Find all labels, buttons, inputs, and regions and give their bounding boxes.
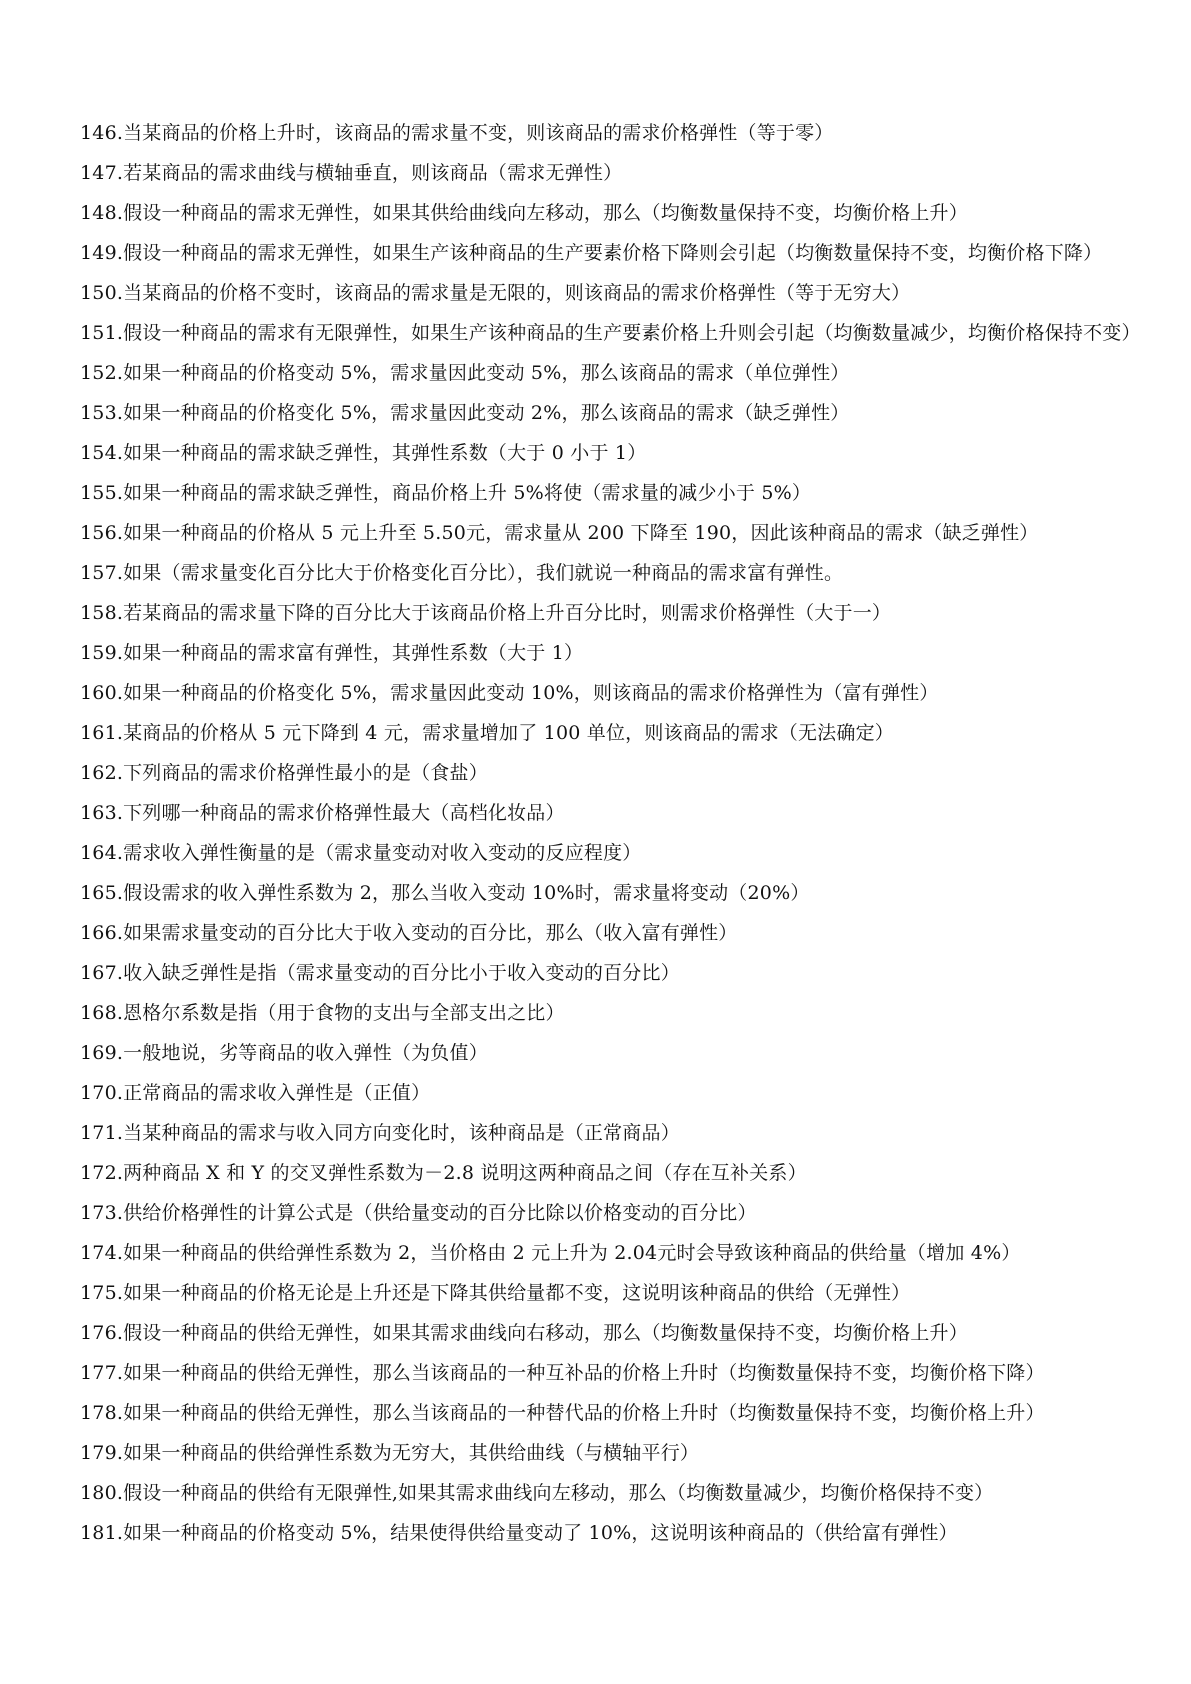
question-177: 177.如果一种商品的供给无弹性，那么当该商品的一种互补品的价格上升时（均衡数量保持不变，均衡价格下降） — [80, 1362, 1045, 1384]
question-167: 167.收入缺乏弹性是指（需求量变动的百分比小于收入变动的百分比） — [80, 962, 680, 984]
question-148: 148.假设一种商品的需求无弹性，如果其供给曲线向左移动，那么（均衡数量保持不变，均衡价格上升） — [80, 202, 968, 224]
question-156: 156.如果一种商品的价格从 5 元上升至 5.50元，需求量从 200 下降至 190，因此该种商品的需求（缺乏弹性） — [80, 522, 1039, 544]
question-154: 154.如果一种商品的需求缺乏弹性，其弹性系数（大于 0 小于 1） — [80, 442, 647, 464]
question-149: 149.假设一种商品的需求无弹性，如果生产该种商品的生产要素价格下降则会引起（均衡数量保持不变，均衡价格下降） — [80, 242, 1103, 264]
question-171: 171.当某种商品的需求与收入同方向变化时，该种商品是（正常商品） — [80, 1122, 680, 1144]
document-page — [80, 113, 1140, 1553]
question-176: 176.假设一种商品的供给无弹性，如果其需求曲线向右移动，那么（均衡数量保持不变，均衡价格上升） — [80, 1322, 968, 1344]
question-180: 180.假设一种商品的供给有无限弹性,如果其需求曲线向左移动，那么（均衡数量减少，均衡价格保持不变） — [80, 1482, 994, 1504]
question-157: 157.如果（需求量变化百分比大于价格变化百分比），我们就说一种商品的需求富有弹性。 — [80, 562, 844, 584]
question-146: 146.当某商品的价格上升时，该商品的需求量不变，则该商品的需求价格弹性（等于零） — [80, 122, 834, 144]
question-168: 168.恩格尔系数是指（用于食物的支出与全部支出之比） — [80, 1002, 565, 1024]
question-162: 162.下列商品的需求价格弹性最小的是（食盐） — [80, 762, 488, 784]
question-155: 155.如果一种商品的需求缺乏弹性，商品价格上升 5%将使（需求量的减少小于 5%） — [80, 482, 812, 504]
question-160: 160.如果一种商品的价格变化 5%，需求量因此变动 10%，则该商品的需求价格弹性为（富有弹性） — [80, 682, 939, 704]
question-158: 158.若某商品的需求量下降的百分比大于该商品价格上升百分比时，则需求价格弹性（大于一） — [80, 602, 892, 624]
question-161: 161.某商品的价格从 5 元下降到 4 元，需求量增加了 100 单位，则该商品的需求（无法确定） — [80, 722, 894, 744]
question-151: 151.假设一种商品的需求有无限弹性，如果生产该种商品的生产要素价格上升则会引起（均衡数量减少，均衡价格保持不变） — [80, 322, 1141, 344]
question-169: 169.一般地说，劣等商品的收入弹性（为负值） — [80, 1042, 488, 1064]
question-150: 150.当某商品的价格不变时，该商品的需求量是无限的，则该商品的需求价格弹性（等于无穷大） — [80, 282, 911, 304]
question-172: 172.两种商品 X 和 Y 的交叉弹性系数为－2.8 说明这两种商品之间（存在互补关系） — [80, 1162, 807, 1184]
question-164: 164.需求收入弹性衡量的是（需求量变动对收入变动的反应程度） — [80, 842, 642, 864]
question-147: 147.若某商品的需求曲线与横轴垂直，则该商品（需求无弹性） — [80, 162, 623, 184]
question-163: 163.下列哪一种商品的需求价格弹性最大（高档化妆品） — [80, 802, 565, 824]
question-173: 173.供给价格弹性的计算公式是（供给量变动的百分比除以价格变动的百分比） — [80, 1202, 757, 1224]
question-153: 153.如果一种商品的价格变化 5%，需求量因此变动 2%，那么该商品的需求（缺乏弹性） — [80, 402, 850, 424]
question-181: 181.如果一种商品的价格变动 5%，结果使得供给量变动了 10%，这说明该种商品的（供给富有弹性） — [80, 1522, 958, 1544]
question-179: 179.如果一种商品的供给弹性系数为无穷大，其供给曲线（与横轴平行） — [80, 1442, 700, 1464]
question-175: 175.如果一种商品的价格无论是上升还是下降其供给量都不变，这说明该种商品的供给（无弹性） — [80, 1282, 911, 1304]
question-170: 170.正常商品的需求收入弹性是（正值） — [80, 1082, 431, 1104]
question-174: 174.如果一种商品的供给弹性系数为 2，当价格由 2 元上升为 2.04元时会导致该种商品的供给量（增加 4%） — [80, 1242, 1021, 1264]
question-166: 166.如果需求量变动的百分比大于收入变动的百分比，那么（收入富有弹性） — [80, 922, 738, 944]
question-152: 152.如果一种商品的价格变动 5%，需求量因此变动 5%，那么该商品的需求（单位弹性） — [80, 362, 850, 384]
question-159: 159.如果一种商品的需求富有弹性，其弹性系数（大于 1） — [80, 642, 584, 664]
question-165: 165.假设需求的收入弹性系数为 2，那么当收入变动 10%时，需求量将变动（20%） — [80, 882, 810, 904]
question-178: 178.如果一种商品的供给无弹性，那么当该商品的一种替代品的价格上升时（均衡数量保持不变，均衡价格上升） — [80, 1402, 1045, 1424]
